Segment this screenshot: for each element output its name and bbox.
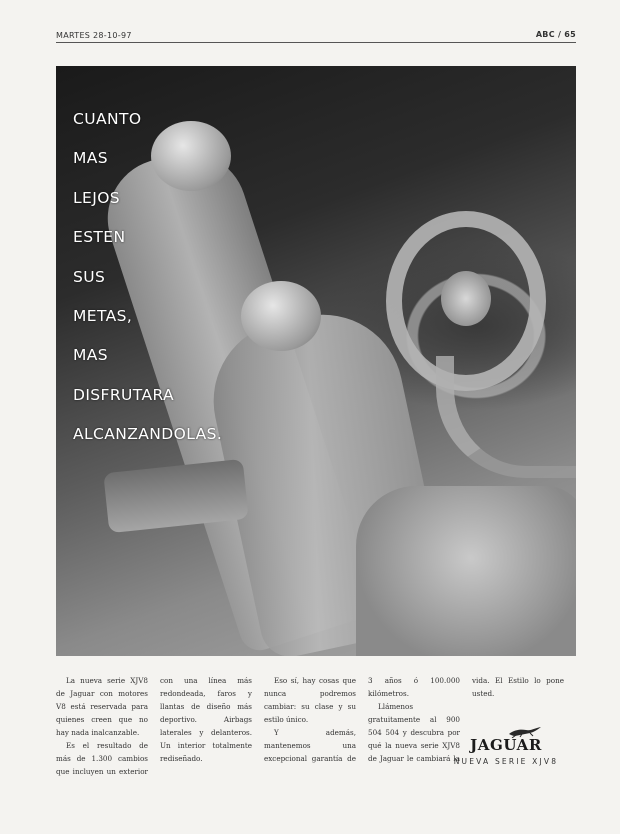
headline-line: CUANTO (73, 110, 142, 128)
brand-name: JAGUAR (470, 736, 542, 754)
headline-line: MAS (73, 346, 109, 365)
body-paragraph: La nueva serie XJV8 de Jaguar con motores V8 está reservada para quienes creen que no hay nada inalcanzable. (56, 676, 148, 737)
issue-date: MARTES 28-10-97 (56, 31, 132, 40)
body-paragraph: Eso sí, hay cosas que nunca podremos cambiar: su clase y su estilo único. (264, 676, 356, 724)
steering-wheel-hub (441, 271, 491, 326)
jaguar-logo-block (440, 724, 572, 784)
body-paragraph: Es el resultado de más de 1.300 cambios que incluyen un exterior con una línea más redondeada, faros y llantas de diseño más deportivo. Airbags laterales y delanteros. Un interior totalmente rediseñado. (56, 676, 252, 776)
ad-body-copy (56, 674, 564, 784)
seat-cushion (356, 486, 576, 656)
headline-line: ESTEN (73, 228, 126, 247)
page-number: ABC / 65 (535, 30, 576, 39)
headline-line: METAS, (73, 307, 133, 326)
header-rule (56, 42, 576, 43)
headline-line: DISFRUTARA (73, 385, 174, 404)
body-paragraph: Llámenos gratuitamente al 900 504 504 y descubra por qué la nueva serie XJV8 de Jaguar le cambiará la vida. El Estilo lo pone usted. (368, 676, 564, 763)
headline-line: LEJOS (73, 188, 121, 207)
dashboard-curve (436, 356, 576, 478)
body-paragraph: Y además, mantenemos una excepcional garantía de 3 años ó 100.000 kilómetros. (264, 676, 460, 763)
headline-line: SUS (73, 267, 106, 286)
brand-tagline: NUEVA SERIE XJV8 (453, 757, 559, 766)
headline-line: ALCANZANDOLAS. (73, 425, 223, 444)
page-header (56, 28, 576, 44)
headline-line: MAS (73, 149, 109, 168)
car-interior-photo (56, 66, 576, 656)
ad-headline (73, 100, 303, 455)
